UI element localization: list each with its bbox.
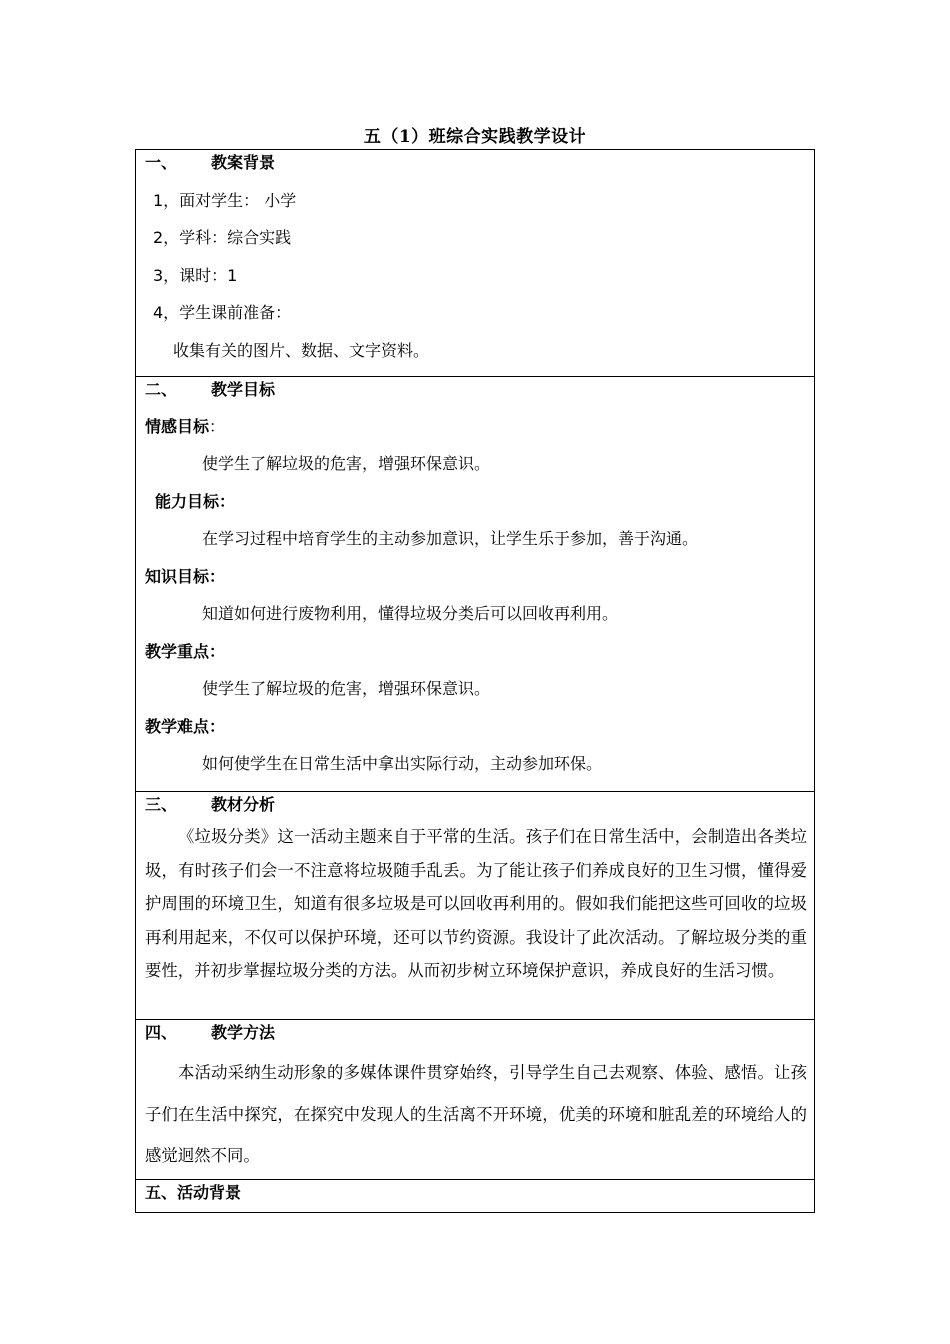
section-teaching-method — [136, 1020, 814, 1180]
section-number: 三、 — [145, 795, 178, 814]
ability-goal-text: 在学习过程中培育学生的主动参加意识，让学生乐于参加，善于沟通。 — [202, 529, 699, 548]
section-heading — [145, 794, 275, 816]
difficulty-text: 如何使学生在日常生活中拿出实际行动，主动参加环保。 — [202, 754, 603, 773]
section-number: 一、 — [145, 153, 178, 172]
emotion-goal-label: 情感目标： — [145, 417, 226, 436]
item-hours: 3，课时：1 — [153, 266, 238, 285]
emotion-goal-text: 使学生了解垃圾的危害，增强环保意识。 — [202, 454, 491, 473]
ability-goal-label: 能力目标： — [155, 492, 236, 511]
section-heading — [145, 152, 275, 174]
difficulty-label: 教学难点： — [145, 717, 226, 736]
teaching-method-text: 本活动采纳生动形象的多媒体课件贯穿始终，引导学生自己去观察、体验、感悟。让孩子们在生活中探究，在探究中发现人的生活离不开环境，优美的环境和脏乱差的环境给人的感觉迥然不同。 — [145, 1063, 807, 1165]
focus-label: 教学重点： — [145, 642, 226, 661]
section-background — [136, 150, 814, 377]
lesson-plan-table — [135, 149, 815, 1213]
section-heading: 五、活动背景 — [145, 1183, 242, 1202]
section-activity-background — [136, 1180, 814, 1212]
section-title: 教材分析 — [211, 795, 276, 814]
section-material-analysis — [136, 792, 814, 1020]
section-title: 教案背景 — [211, 153, 276, 172]
section-number: 四、 — [145, 1023, 178, 1042]
section-heading — [145, 1022, 275, 1044]
item-preparation: 4，学生课前准备： — [153, 303, 292, 322]
focus-text: 使学生了解垃圾的危害，增强环保意识。 — [202, 679, 491, 698]
section-title: 教学目标 — [211, 380, 276, 399]
section-objectives — [136, 377, 814, 792]
section-heading — [145, 379, 275, 401]
page-title: 五（1）班综合实践教学设计 — [363, 127, 587, 147]
section-title: 教学方法 — [211, 1023, 276, 1042]
item-preparation-detail: 收集有关的图片、数据、文字资料。 — [173, 341, 430, 360]
item-students: 1，面对学生： 小学 — [153, 191, 297, 210]
material-analysis-text: 《垃圾分类》这一活动主题来自于平常的生活。孩子们在日常生活中，会制造出各类垃圾，有时孩子们会一不注意将垃圾随手乱丢。为了能让孩子们养成良好的卫生习惯，懂得爱护周围的环境卫生，知道有很多垃圾是可以回收再利用的。假如我们能把这些可回收的垃圾再利用起来，不仅可以保护环境，还可以节约资源。我设计了此次活动。了解垃圾分类的重要性，并初步掌握垃圾分类的方法。从而初步树立环境保护意识，养成良好的生活习惯。 — [145, 827, 807, 980]
knowledge-goal-label: 知识目标： — [145, 567, 226, 586]
item-subject: 2，学科：综合实践 — [153, 228, 292, 247]
knowledge-goal-text: 知道如何进行废物利用，懂得垃圾分类后可以回收再利用。 — [202, 604, 619, 623]
section-number: 二、 — [145, 380, 178, 399]
